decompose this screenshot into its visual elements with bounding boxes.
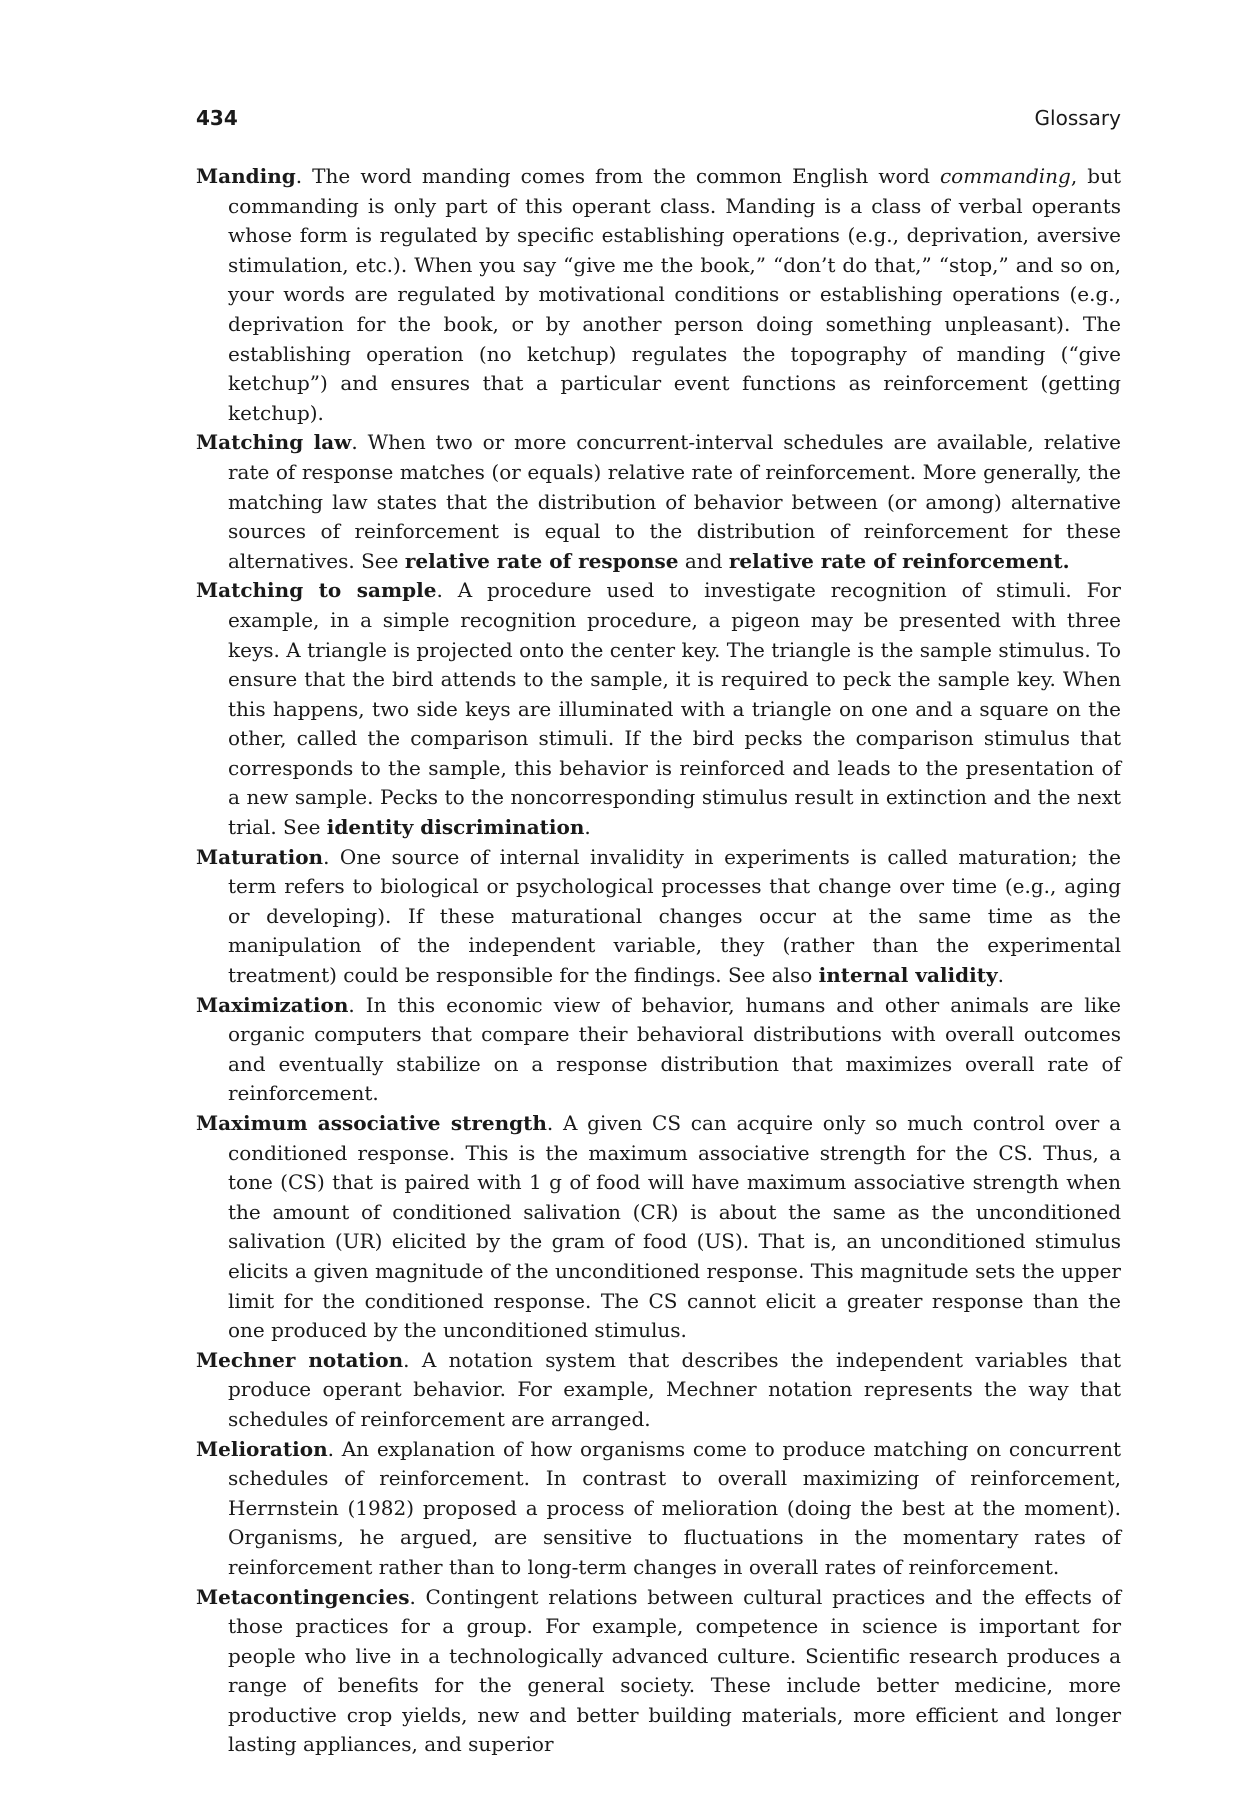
glossary-entry <box>196 1583 1121 1761</box>
definition-text: . <box>584 815 591 840</box>
glossary-entry <box>196 576 1121 842</box>
definition-text: . A procedure used to investigate recognition of stimuli. For example, in a simple recognition procedure, a pigeon may be presented with three keys. A triangle is projected onto the center key. The triangle is the sample stimulus. To ensure that the bird attends to the sample, it is required to peck the sample key. When this happens, two side keys are illuminated with a triangle on one and a square on the other, called the comparison stimuli. If the bird pecks the comparison stimulus that corresponds to the sample, this behavior is reinforced and leads to the presentation of a new sample. Pecks to the noncorresponding stimulus result in extinction and the next trial. See <box>228 578 1121 840</box>
definition-text: . The word manding comes from the common English word <box>295 164 940 188</box>
glossary-term: Metacontingencies <box>196 1584 410 1609</box>
definition-text: and <box>678 548 729 573</box>
glossary-term: Maximization <box>196 992 349 1017</box>
page-header <box>196 104 1121 132</box>
glossary-entry <box>196 1435 1121 1583</box>
glossary-term: Mechner notation <box>196 1347 404 1372</box>
italic-text: commanding <box>939 164 1071 188</box>
running-head: Glossary <box>1034 106 1121 130</box>
definition-text: . A given CS can acquire only so much control over a conditioned response. This is the maximum associative strength for the CS. Thus, a tone (CS) that is paired with 1 g of food will have maximum associative strength when the amount of conditioned salivation (CR) is about the same as the unconditioned salivation (UR) elicited by the gram of food (US). That is, an unconditioned stimulus elicits a given magnitude of the unconditioned response. This magnitude sets the upper limit for the conditioned response. The CS cannot elicit a greater response than the one produced by the unconditioned stimulus. <box>228 1111 1121 1343</box>
page-number: 434 <box>196 106 238 130</box>
definition-text: . In this economic view of behavior, humans and other animals are like organic computers that compare their behavioral distributions with overall outcomes and eventually stabilize on a response distribution that maximizes overall rate of reinforcement. <box>228 992 1121 1106</box>
glossary-term: Manding <box>196 164 296 188</box>
definition-text: . One source of internal invalidity in experiments is called maturation; the term refers to biological or psychological processes that change over time (e.g., aging or developing). If these maturational changes occur at the same time as the manipulation of the independent variable, they (rather than the experimental treatment) could be responsible for the findings. See also <box>228 844 1121 988</box>
glossary-term: Melioration <box>196 1436 328 1461</box>
glossary-term: Maturation <box>196 844 324 869</box>
definition-text: , but commanding is only part of this operant class. Manding is a class of verbal operants whose form is regulated by specific establishing operations (e.g., deprivation, aversive stimulation, etc.). When you say “give me the book,” “don’t do that,” “stop,” and so on, your words are regulated by motivational conditions or establishing operations (e.g., deprivation for the book, or by another person doing something unpleasant). The establishing operation (no ketchup) regulates the topography of manding (“give ketchup”) and ensures that a particular event functions as reinforcement (getting ketchup). <box>228 164 1121 425</box>
glossary-term: Matching to sample <box>196 578 437 603</box>
definition-text: . <box>997 963 1004 988</box>
glossary-entry <box>196 843 1121 991</box>
glossary-entry <box>196 1346 1121 1435</box>
glossary-entry <box>196 1109 1121 1346</box>
cross-reference: relative rate of reinforcement. <box>728 548 1070 573</box>
glossary-term: Matching law <box>196 430 352 455</box>
definition-text: . A notation system that describes the independent variables that produce operant behavior. For example, Mechner notation represents the way that schedules of reinforcement are arranged. <box>228 1347 1121 1431</box>
glossary-body <box>196 162 1121 1760</box>
cross-reference: internal validity <box>818 963 998 988</box>
cross-reference: relative rate of response <box>404 548 679 573</box>
definition-text: . Contingent relations between cultural practices and the effects of those practices for a group. For example, competence in science is important for people who live in a technologically advanced culture. Scientific research produces a range of benefits for the general society. These include better medicine, more productive crop yields, new and better building materials, more efficient and longer lasting appliances, and superior <box>228 1584 1121 1757</box>
cross-reference: identity discrimination <box>326 815 585 840</box>
glossary-entry <box>196 991 1121 1109</box>
definition-text: . An explanation of how organisms come to produce matching on concurrent schedules of reinforcement. In contrast to overall maximizing of reinforcement, Herrnstein (1982) proposed a process of melioration (doing the best at the moment). Organisms, he argued, are sensitive to fluctuations in the momentary rates of reinforcement rather than to long-term changes in overall rates of reinforcement. <box>228 1436 1121 1579</box>
glossary-term: Maximum associative strength <box>196 1111 547 1135</box>
definition-text: . When two or more concurrent-interval schedules are available, relative rate of response matches (or equals) relative rate of reinforcement. More generally, the matching law states that the distribution of behavior between (or among) alternative sources of reinforcement is equal to the distribution of reinforcement for these alternatives. See <box>228 430 1121 573</box>
glossary-entry <box>196 428 1121 576</box>
glossary-entry <box>196 162 1121 428</box>
